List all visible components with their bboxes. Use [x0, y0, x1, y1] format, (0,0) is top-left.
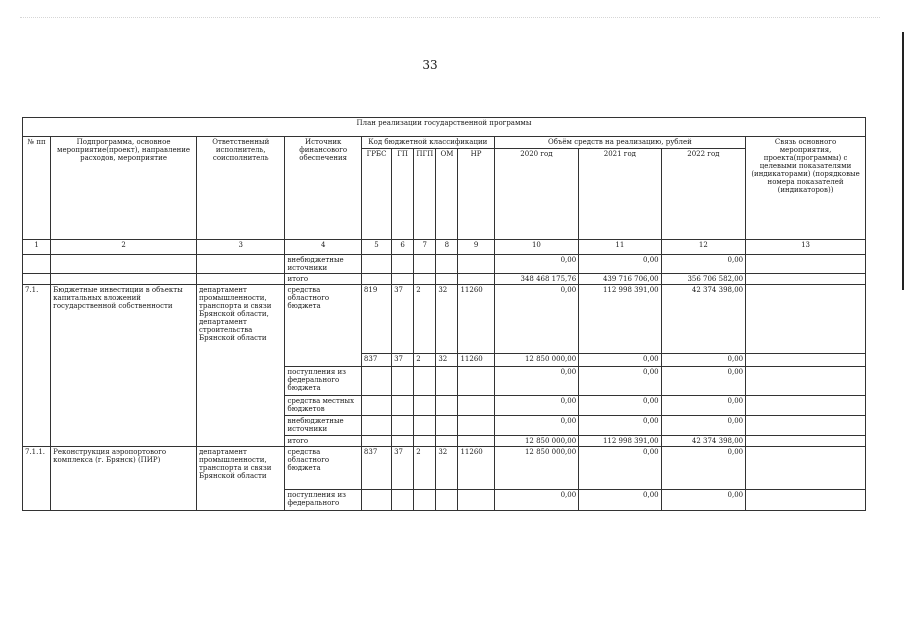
cell-pgp	[414, 416, 436, 436]
cell-pgp: 2	[414, 285, 436, 354]
column-number: 2	[51, 240, 197, 255]
cell-gp	[392, 367, 414, 396]
cell-subprogram	[51, 255, 197, 274]
cell-grbs	[361, 490, 391, 511]
table-row	[23, 274, 866, 285]
header-num: № пп	[23, 137, 51, 240]
cell-responsible	[196, 255, 285, 274]
column-number-row	[23, 240, 866, 255]
cell-pgp	[414, 436, 436, 447]
cell-2022: 356 706 582,00	[661, 274, 745, 285]
cell-2020: 0,00	[494, 255, 578, 274]
cell-responsible: департамент промышленности, транспорта и связи Брянской области	[196, 447, 285, 511]
cell-2021: 0,00	[579, 367, 661, 396]
cell-gp: 37	[392, 354, 414, 367]
cell-source: средства областного бюджета	[285, 447, 361, 490]
cell-link	[746, 285, 866, 354]
cell-2022: 0,00	[661, 490, 745, 511]
cell-om	[436, 416, 458, 436]
cell-grbs	[361, 255, 391, 274]
cell-source: средства местных бюджетов	[285, 396, 361, 416]
cell-2020: 12 850 000,00	[494, 447, 578, 490]
cell-link	[746, 490, 866, 511]
cell-om	[436, 274, 458, 285]
header-2020: 2020 год	[494, 149, 578, 240]
cell-source: внебюджетные источники	[285, 255, 361, 274]
cell-gp: 37	[392, 285, 414, 354]
cell-link	[746, 367, 866, 396]
header-pgp: ПГП	[414, 149, 436, 240]
cell-om	[436, 255, 458, 274]
table-title: План реализации государственной программы	[23, 118, 866, 137]
cell-2020: 12 850 000,00	[494, 354, 578, 367]
header-nr: НР	[458, 149, 494, 240]
column-number: 6	[392, 240, 414, 255]
cell-om	[436, 367, 458, 396]
header-link: Связь основного мероприятия, проекта(программы) с целевыми показателями (индикаторами) (порядковые номера показателей (индикаторов))	[746, 137, 866, 240]
cell-2021: 112 998 391,00	[579, 285, 661, 354]
cell-2021: 0,00	[579, 447, 661, 490]
cell-gp	[392, 255, 414, 274]
cell-link	[746, 255, 866, 274]
cell-om: 32	[436, 354, 458, 367]
cell-pgp	[414, 367, 436, 396]
cell-source: итого	[285, 436, 361, 447]
cell-pgp	[414, 490, 436, 511]
header-budget-code: Код бюджетной классификации	[361, 137, 494, 149]
cell-grbs: 837	[361, 354, 391, 367]
cell-2020: 0,00	[494, 416, 578, 436]
cell-grbs: 837	[361, 447, 391, 490]
column-number: 5	[361, 240, 391, 255]
cell-nr	[458, 367, 494, 396]
cell-2022: 42 374 398,00	[661, 436, 745, 447]
cell-2020: 12 850 000,00	[494, 436, 578, 447]
cell-link	[746, 436, 866, 447]
cell-grbs	[361, 274, 391, 285]
cell-nr	[458, 416, 494, 436]
cell-2020: 0,00	[494, 367, 578, 396]
cell-source: внебюджетные источники	[285, 416, 361, 436]
cell-nr	[458, 436, 494, 447]
cell-nr	[458, 255, 494, 274]
cell-om	[436, 436, 458, 447]
cell-grbs: 819	[361, 285, 391, 354]
column-number: 13	[746, 240, 866, 255]
cell-responsible	[196, 274, 285, 285]
cell-nr	[458, 490, 494, 511]
scan-dots-artifact	[20, 17, 880, 20]
cell-gp	[392, 274, 414, 285]
column-number: 7	[414, 240, 436, 255]
cell-gp: 37	[392, 447, 414, 490]
cell-2021: 0,00	[579, 490, 661, 511]
cell-2020: 348 468 175,76	[494, 274, 578, 285]
cell-grbs	[361, 436, 391, 447]
page-number: 33	[422, 58, 438, 72]
cell-nr: 11260	[458, 447, 494, 490]
cell-pgp	[414, 396, 436, 416]
cell-gp	[392, 436, 414, 447]
cell-om: 32	[436, 285, 458, 354]
header-2022: 2022 год	[661, 149, 745, 240]
cell-responsible: департамент промышленности, транспорта и связи Брянской области, департамент строительства Брянской области	[196, 285, 285, 447]
cell-2021: 0,00	[579, 255, 661, 274]
column-number: 11	[579, 240, 661, 255]
cell-nr: 11260	[458, 354, 494, 367]
column-number: 12	[661, 240, 745, 255]
cell-num	[23, 255, 51, 274]
cell-nr	[458, 274, 494, 285]
cell-2020: 0,00	[494, 285, 578, 354]
cell-link	[746, 354, 866, 367]
cell-2020: 0,00	[494, 490, 578, 511]
header-sources: Источник финансового обеспечения	[285, 137, 361, 240]
header-row	[23, 137, 866, 149]
cell-2021: 0,00	[579, 416, 661, 436]
cell-gp	[392, 416, 414, 436]
column-number: 1	[23, 240, 51, 255]
header-subprogram: Подпрограмма, основное мероприятие(проект), направление расходов, мероприятие	[51, 137, 197, 240]
cell-source: поступления из федерального бюджета	[285, 367, 361, 396]
cell-om: 32	[436, 447, 458, 490]
column-number: 8	[436, 240, 458, 255]
cell-source: средства областного бюджета	[285, 285, 361, 367]
cell-nr	[458, 396, 494, 416]
cell-2020: 0,00	[494, 396, 578, 416]
cell-pgp: 2	[414, 354, 436, 367]
cell-link	[746, 274, 866, 285]
cell-grbs	[361, 396, 391, 416]
cell-2022: 0,00	[661, 367, 745, 396]
table-row	[23, 255, 866, 274]
cell-om	[436, 396, 458, 416]
table-row	[23, 447, 866, 490]
cell-2022: 0,00	[661, 396, 745, 416]
cell-2022: 42 374 398,00	[661, 285, 745, 354]
cell-pgp	[414, 255, 436, 274]
cell-subprogram: Бюджетные инвестиции в объекты капитальных вложений государственной собственности	[51, 285, 197, 447]
cell-2022: 0,00	[661, 255, 745, 274]
header-volume: Объём средств на реализацию, рублей	[494, 137, 745, 149]
header-2021: 2021 год	[579, 149, 661, 240]
scan-edge-line	[902, 32, 904, 290]
cell-pgp	[414, 274, 436, 285]
column-number: 4	[285, 240, 361, 255]
table-title-row	[23, 118, 866, 137]
column-number: 10	[494, 240, 578, 255]
cell-om	[436, 490, 458, 511]
cell-2021: 112 998 391,00	[579, 436, 661, 447]
cell-pgp: 2	[414, 447, 436, 490]
cell-2021: 0,00	[579, 396, 661, 416]
header-responsible: Ответственный исполнитель, соисполнитель	[196, 137, 285, 240]
cell-link	[746, 416, 866, 436]
cell-num: 7.1.1.	[23, 447, 51, 511]
header-grbs: ГРБС	[361, 149, 391, 240]
cell-num: 7.1.	[23, 285, 51, 447]
cell-2022: 0,00	[661, 354, 745, 367]
cell-source: итого	[285, 274, 361, 285]
cell-num	[23, 274, 51, 285]
cell-link	[746, 447, 866, 490]
header-gp: ГП	[392, 149, 414, 240]
cell-grbs	[361, 367, 391, 396]
cell-subprogram	[51, 274, 197, 285]
cell-2022: 0,00	[661, 416, 745, 436]
cell-grbs	[361, 416, 391, 436]
cell-gp	[392, 490, 414, 511]
header-om: ОМ	[436, 149, 458, 240]
cell-subprogram: Реконструкция аэропортового комплекса (г. Брянск) (ПИР)	[51, 447, 197, 511]
program-plan-table	[22, 117, 866, 511]
cell-2021: 0,00	[579, 354, 661, 367]
cell-gp	[392, 396, 414, 416]
cell-source: поступления из федерального	[285, 490, 361, 511]
cell-2022: 0,00	[661, 447, 745, 490]
table-row	[23, 285, 866, 354]
column-number: 9	[458, 240, 494, 255]
column-number: 3	[196, 240, 285, 255]
cell-link	[746, 396, 866, 416]
cell-2021: 439 716 706,00	[579, 274, 661, 285]
cell-nr: 11260	[458, 285, 494, 354]
